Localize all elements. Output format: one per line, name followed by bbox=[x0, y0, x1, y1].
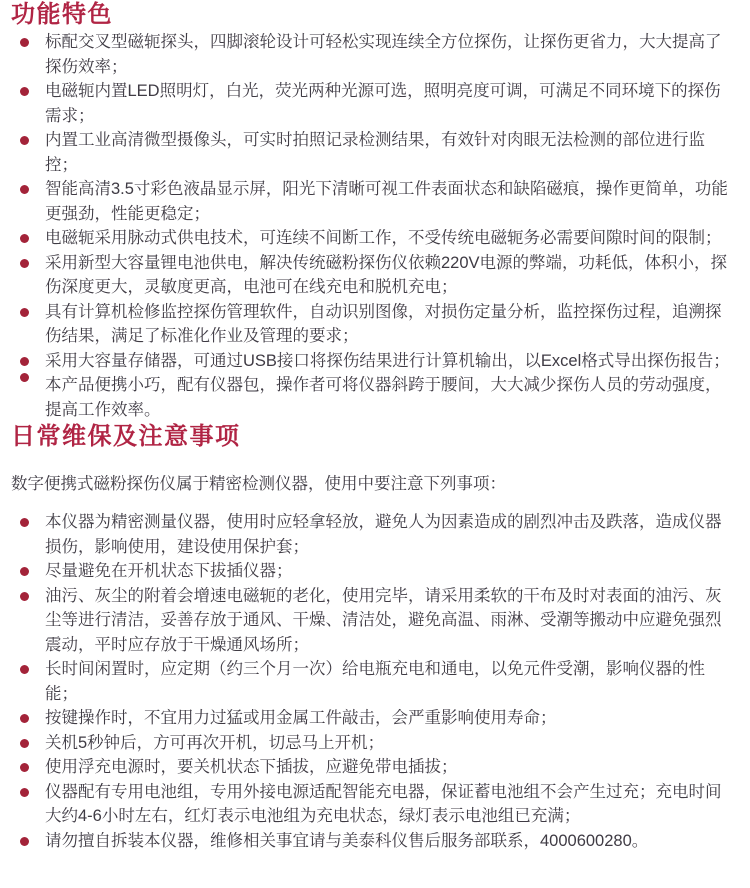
bullet-icon bbox=[20, 518, 29, 527]
list-item-text: 关机5秒钟后，方可再次开机，切忌马上开机； bbox=[45, 733, 385, 752]
bullet-icon bbox=[20, 567, 29, 576]
bullet-icon bbox=[20, 592, 29, 601]
list-item-text: 请勿擅自拆装本仪器，维修相关事宜请与美泰科仪售后服务部联系，4000600280。 bbox=[45, 831, 649, 850]
list-item bbox=[0, 657, 750, 706]
list-item bbox=[0, 755, 750, 780]
list-item bbox=[0, 177, 750, 226]
bullet-icon bbox=[20, 87, 29, 96]
list-item-text: 具有计算机检修监控探伤管理软件，自动识别图像，对损伤定量分析，监控探伤过程，追溯探伤结果，满足了标准化作业及管理的要求； bbox=[45, 302, 722, 345]
bullet-icon bbox=[20, 837, 29, 846]
list-item-text: 按键操作时，不宜用力过猛或用金属工件敲击，会严重影响使用寿命； bbox=[45, 709, 557, 727]
bullet-icon bbox=[20, 185, 29, 194]
list-item bbox=[0, 251, 750, 300]
list-item-text: 内置工业高清微型摄像头，可实时拍照记录检测结果，有效针对肉眼无法检测的部位进行监控； bbox=[45, 131, 705, 174]
section-title-maintenance: 日常维保及注意事项 bbox=[11, 423, 241, 450]
list-item bbox=[0, 829, 750, 854]
list-item bbox=[0, 79, 750, 128]
bullet-icon bbox=[20, 373, 29, 382]
list-item bbox=[0, 128, 750, 177]
list-item-text: 电磁轭采用脉动式供电技术，可连续不间断工作，不受传统电磁轭务必需要间隙时间的限制； bbox=[45, 229, 722, 247]
list-item bbox=[0, 731, 750, 756]
bullet-icon bbox=[20, 739, 29, 748]
list-item-text: 采用新型大容量锂电池供电，解决传统磁粉探伤仪依赖220V电源的弊端，功耗低，体积小，探伤深度更大，灵敏度更高，电池可在线充电和脱机充电； bbox=[45, 253, 728, 296]
bullet-icon bbox=[20, 38, 29, 47]
list-item-text: 仪器配有专用电池组，专用外接电源适配智能充电器，保证蓄电池组不会产生过充；充电时间大约4-6小时左右，红灯表示电池组为充电状态，绿灯表示电池组已充满； bbox=[45, 782, 722, 825]
section-title-features: 功能特色 bbox=[11, 1, 113, 28]
list-item-text: 采用大容量存储器，可通过USB接口将探伤结果进行计算机输出，以Excel格式导出探伤报告； bbox=[45, 351, 730, 370]
list-item bbox=[0, 780, 750, 829]
bullet-icon bbox=[20, 259, 29, 268]
bullet-icon bbox=[20, 308, 29, 317]
list-item-text: 使用浮充电源时，要关机状态下插拔，应避免带电插拔； bbox=[45, 758, 458, 776]
list-item-text: 标配交叉型磁轭探头，四脚滚轮设计可轻松实现连续全方位探伤，让探伤更省力，大大提高了探伤效率； bbox=[45, 33, 722, 76]
list-item-text: 智能高清3.5寸彩色液晶显示屏，阳光下清晰可视工件表面状态和缺陷磁痕，操作更简单，功能更强劲，性能更稳定； bbox=[45, 180, 728, 223]
list-item-text: 本产品便携小巧，配有仪器包，操作者可将仪器斜跨于腰间，大大减少探伤人员的劳动强度，提高工作效率。 bbox=[45, 376, 722, 419]
bullet-icon bbox=[20, 714, 29, 723]
list-item-text: 尽量避免在开机状态下拔插仪器； bbox=[45, 562, 293, 580]
list-item bbox=[0, 300, 750, 349]
list-item bbox=[0, 349, 750, 374]
intro-text: 数字便携式磁粉探伤仪属于精密检测仪器，使用中要注意下列事项： bbox=[11, 475, 506, 493]
list-item-text: 电磁轭内置LED照明灯，白光，荧光两种光源可选，照明亮度可调，可满足不同环境下的探伤需求； bbox=[45, 82, 721, 125]
list-item bbox=[0, 226, 750, 251]
list-item bbox=[0, 706, 750, 731]
bullet-icon bbox=[20, 788, 29, 797]
list-item-text: 本仪器为精密测量仪器，使用时应轻拿轻放，避免人为因素造成的剧烈冲击及跌落，造成仪器损伤，影响使用，建设使用保护套； bbox=[45, 513, 722, 556]
maintenance-notes-list bbox=[0, 510, 750, 853]
list-item-text: 长时间闲置时，应定期（约三个月一次）给电瓶充电和通电，以免元件受潮，影响仪器的性能； bbox=[45, 660, 705, 703]
list-item bbox=[0, 30, 750, 79]
bullet-icon bbox=[20, 357, 29, 366]
bullet-icon bbox=[20, 763, 29, 772]
list-item-text: 油污、灰尘的附着会增速电磁轭的老化，使用完毕，请采用柔软的干布及时对表面的油污、灰尘等进行清洁，妥善存放于通风、干燥、清洁处，避免高温、雨淋、受潮等搬动中应避免强烈震动，平时应存放于干燥通风场所； bbox=[45, 586, 722, 654]
bullet-icon bbox=[20, 234, 29, 243]
list-item bbox=[0, 373, 750, 422]
bullet-icon bbox=[20, 665, 29, 674]
list-item bbox=[0, 584, 750, 658]
list-item bbox=[0, 510, 750, 559]
list-item bbox=[0, 559, 750, 584]
feature-list bbox=[0, 30, 750, 422]
bullet-icon bbox=[20, 136, 29, 145]
